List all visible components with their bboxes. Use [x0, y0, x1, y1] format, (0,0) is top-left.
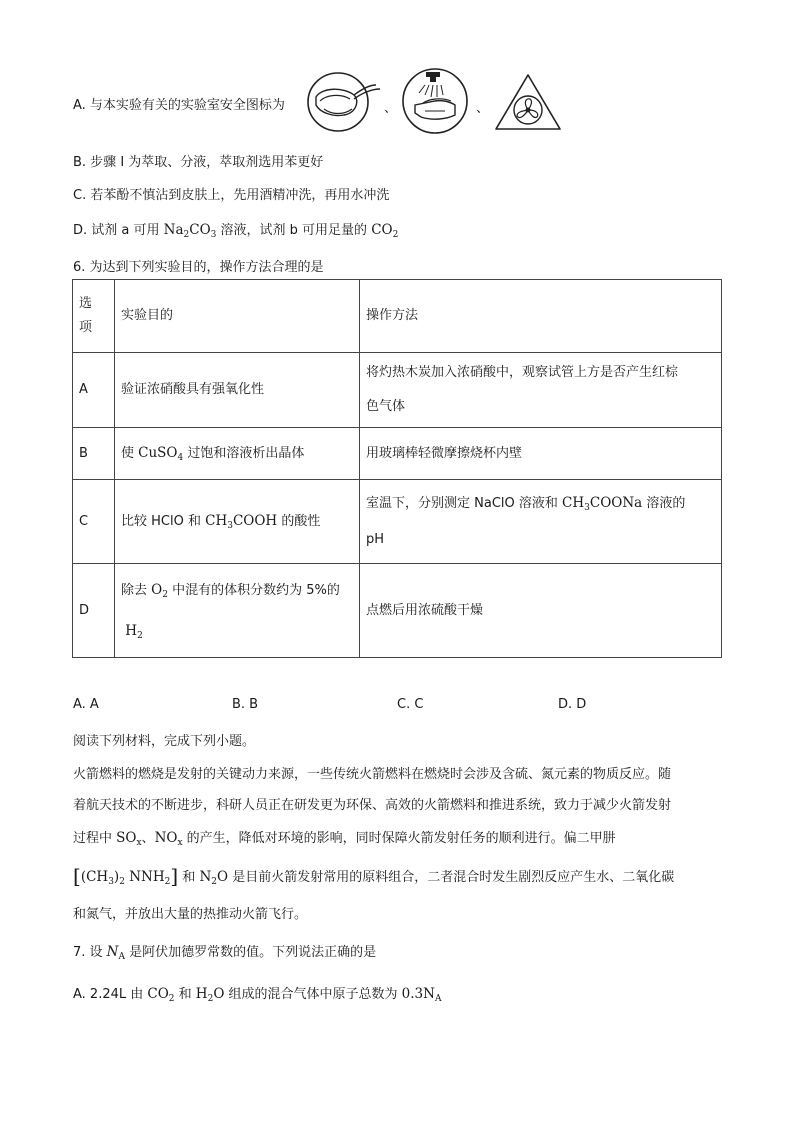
reading-intro: 阅读下列材料，完成下列小题。: [73, 734, 256, 749]
q7-stem: 7. 设 $N_A$ 是阿伏加德罗常数的值。下列说法正确的是: [73, 944, 377, 962]
separator: 、: [476, 101, 490, 116]
reading-paragraph-line: 和氮气，并放出大量的热推动火箭飞行。: [73, 907, 308, 922]
reading-paragraph-line: 着航天技术的不断进步，科研人员正在研发更为环保、高效的火箭燃料和推进系统，致力于减少火箭发射: [73, 798, 672, 813]
q6-table: [72, 279, 722, 658]
table-row: B 使 CuSO$_4$ 过饱和溶液析出晶体 用玻璃棒轻微摩擦烧杯内壁: [73, 428, 722, 480]
q6-answer-b: B. B: [232, 697, 259, 712]
header-option: 选 项: [73, 280, 115, 353]
table-row: D 除去 $O_2$ 中混有的体积分数约为 5%的 $H_2$ 点燃后用浓硫酸干燥: [73, 564, 722, 658]
reading-paragraph-line: 过程中 $SO_x$、$NO_x$ 的产生，降低对环境的影响，同时保障火箭发射任务的顺利进行。偏二甲肼: [73, 830, 616, 848]
q6-stem: 6. 为达到下列实验目的，操作方法合理的是: [73, 260, 324, 275]
reading-paragraph-line: 火箭燃料的燃烧是发射的关键动力来源，一些传统火箭燃料在燃烧时会涉及含硫、氮元素的物质反应。随: [73, 767, 672, 782]
q5-option-c: C. 若苯酚不慎沾到皮肤上，先用酒精冲洗，再用水冲洗: [73, 188, 390, 203]
hot-surface-icon: [304, 71, 384, 133]
q6-answer-a: A. A: [73, 697, 99, 712]
separator: 、: [384, 101, 398, 116]
header-method: 操作方法: [360, 280, 722, 353]
reading-paragraph-line: [$(CH_3)_2$ $NNH_2$] 和 $N_2O$ 是目前火箭发射常用的原料组合，二者混合时发生剧烈反应产生水、二氧化碳: [73, 864, 675, 888]
wash-hands-icon: [401, 67, 469, 135]
table-header-row: [73, 280, 722, 353]
table-row: A 验证浓硝酸具有强氧化性 将灼热木炭加入浓硝酸中，观察试管上方是否产生红棕 色气体: [73, 353, 722, 428]
table-row: C 比较 HClO 和 $CH_3COOH$ 的酸性 室温下，分别测定 NaClO 溶液和 $CH_3COONa$ 溶液的 pH: [73, 480, 722, 564]
q6-answer-c: C. C: [397, 697, 424, 712]
ventilation-fan-icon: [493, 72, 563, 132]
q5-option-d: D. 试剂 a 可用 $Na_2CO_3$ 溶液，试剂 b 可用足量的 $CO_2$: [73, 222, 399, 240]
header-purpose: 实验目的: [115, 280, 360, 353]
q6-answer-d: D. D: [558, 697, 587, 712]
q5-option-b: B. 步骤 I 为萃取、分液，萃取剂选用苯更好: [73, 155, 324, 170]
q7-option-a: A. 2.24L 由 $CO_2$ 和 $H_2O$ 组成的混合气体中原子总数为 $0.3N_A$: [73, 986, 442, 1004]
q5-option-a: A. 与本实验有关的实验室安全图标为: [73, 98, 285, 113]
